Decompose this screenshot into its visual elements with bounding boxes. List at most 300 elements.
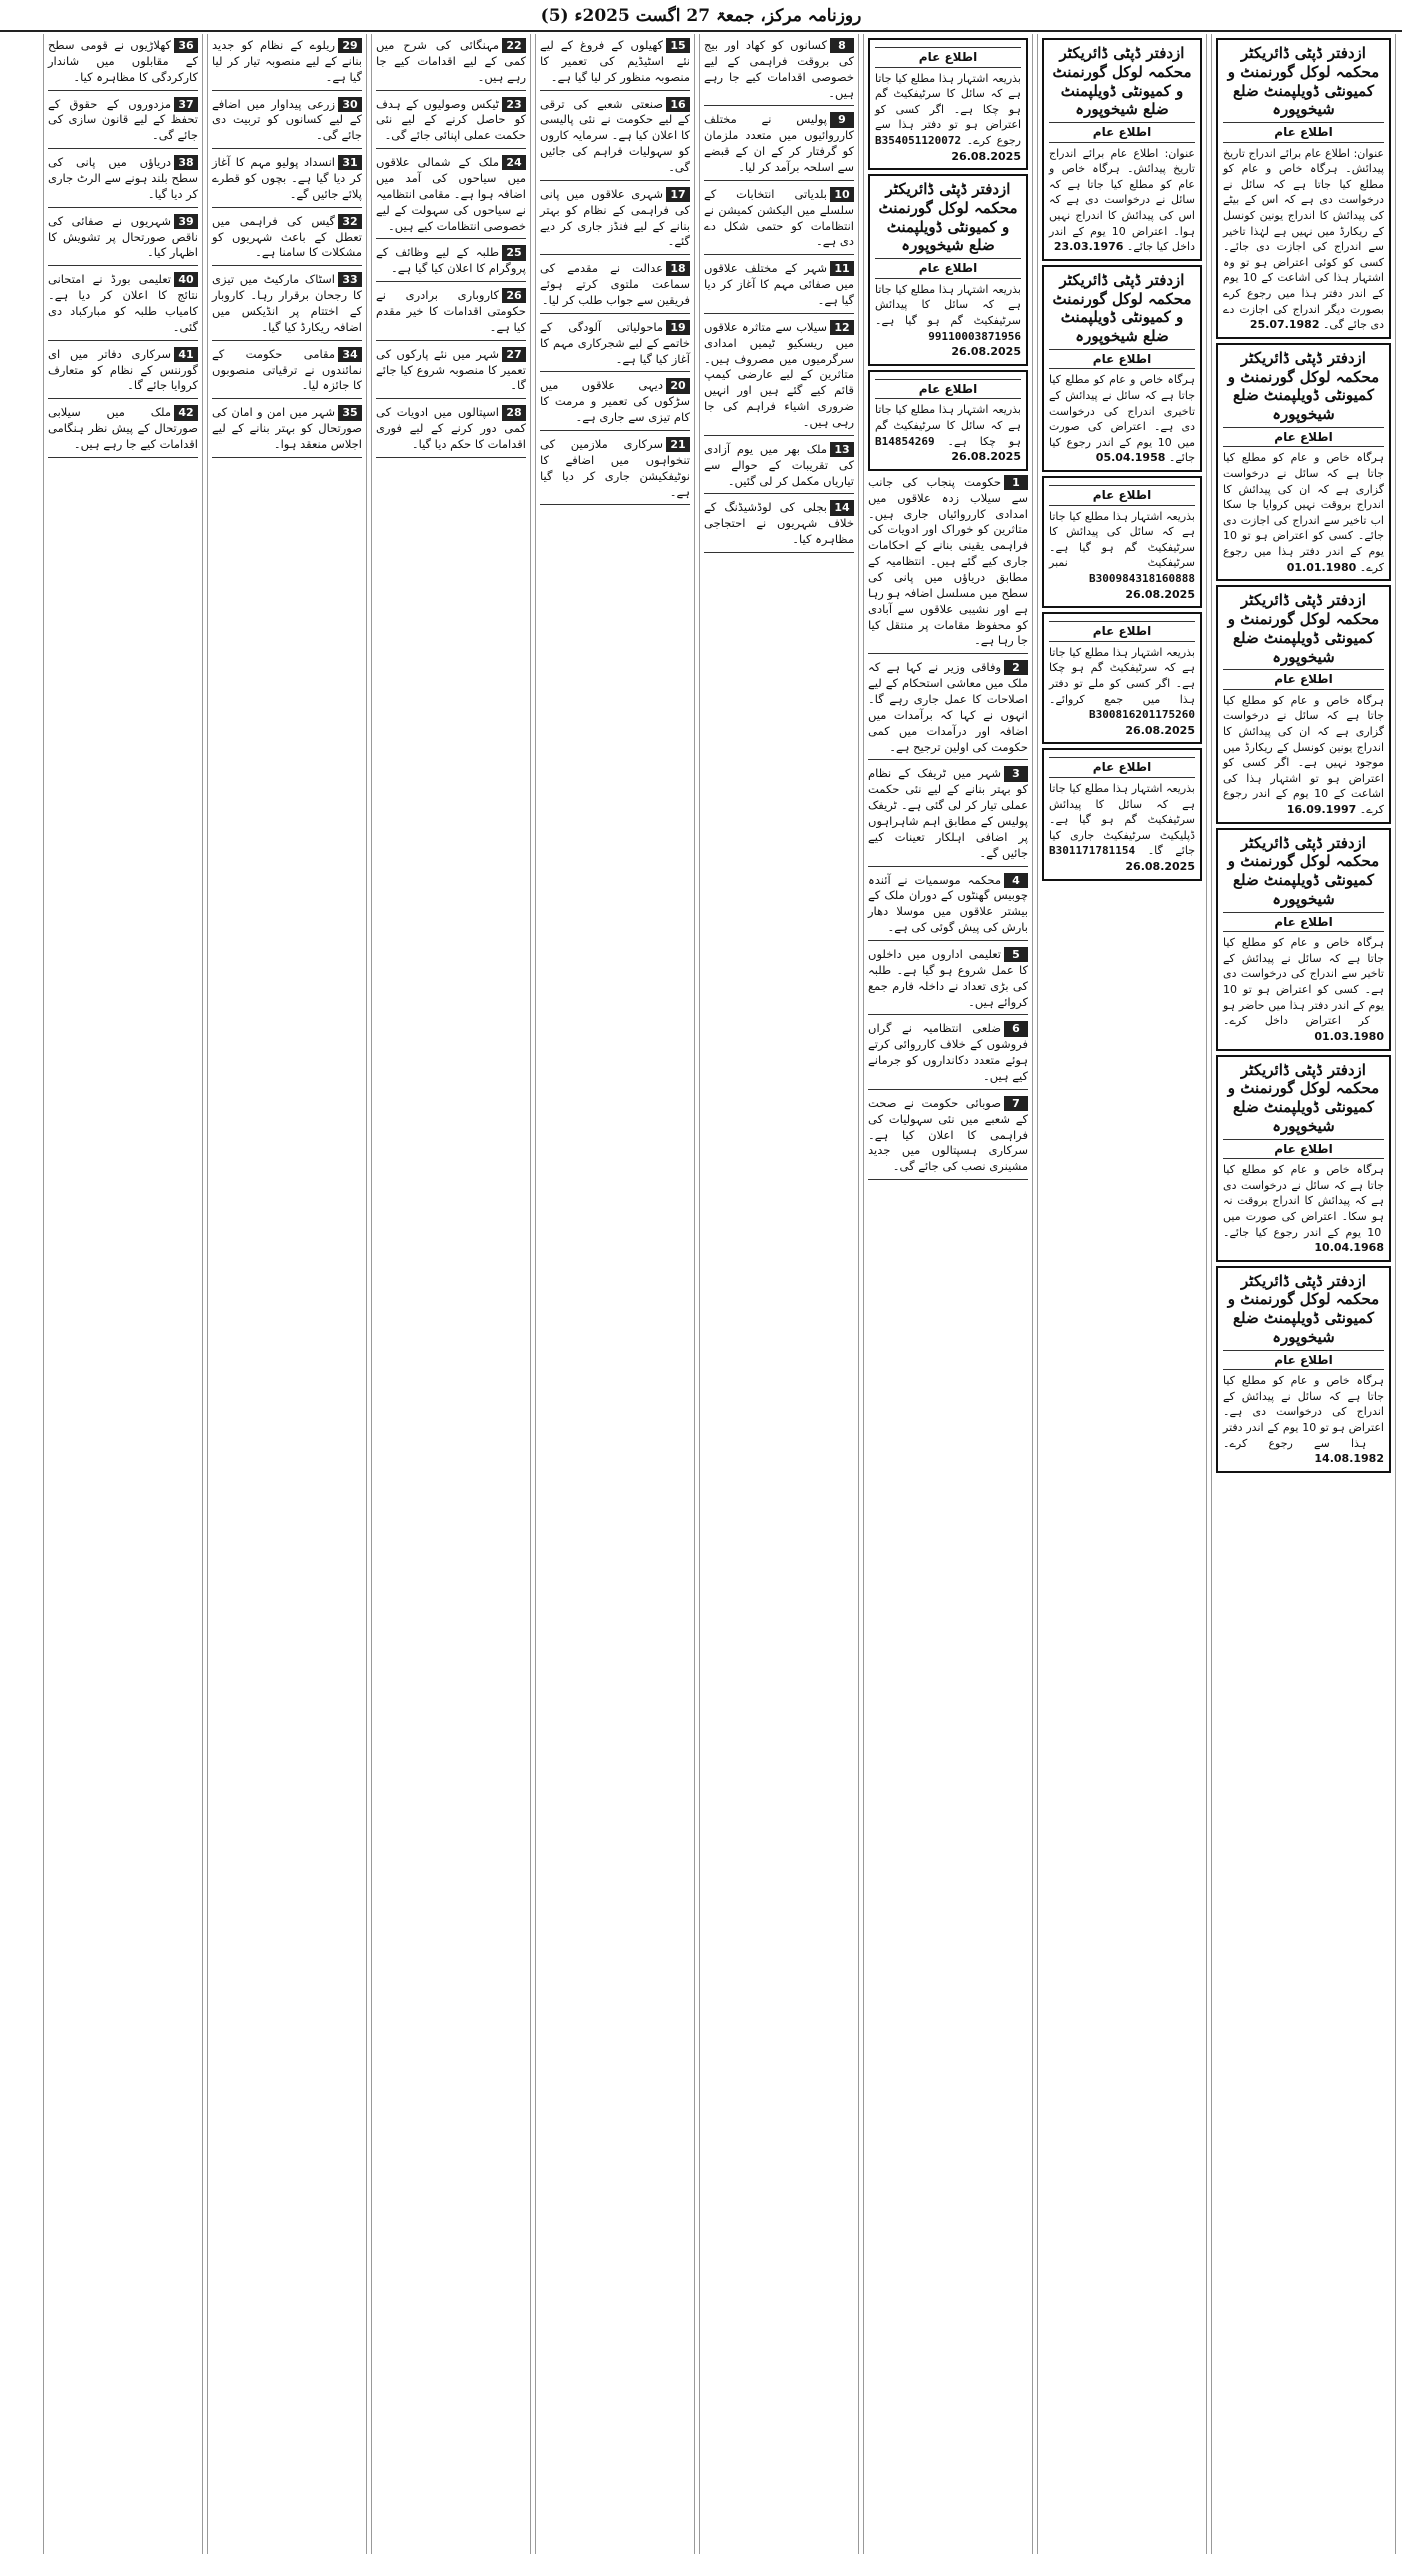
news-item-text: مقامی حکومت کے نمائندوں نے ترقیاتی منصوبوں کا جائزہ لیا۔ [212, 346, 362, 393]
news-item-number: 24 [502, 155, 526, 170]
news-item-text: ریلوے کے نظام کو جدید بنانے کے لیے منصوبہ تیار کر لیا گیا ہے۔ [212, 38, 362, 84]
news-item-text: ماحولیاتی آلودگی کے خاتمے کے لیے شجرکاری مہم کا آغاز کیا گیا ہے۔ [540, 319, 690, 366]
newspaper-columns [6, 34, 1396, 2554]
notice-date: 26.08.2025 [1125, 587, 1195, 601]
news-paragraph [212, 155, 362, 203]
notice-subtitle: اطلاع عام [1223, 1350, 1384, 1371]
news-divider [704, 552, 854, 553]
news-item-text: کھیلوں کے فروغ کے لیے نئے اسٹیڈیم کی تعمیر کا منصوبہ منظور کر لیا گیا ہے۔ [540, 38, 690, 84]
notice-subtitle: اطلاع عام [1049, 349, 1195, 370]
notice-text: ہرگاہ خاص و عام کو مطلع کیا جاتا ہے کہ سائل نے درخواست دی ہے کہ پیدائش کا اندراج بروقت نہ ہو سکا۔ اعتراض کی صورت میں 10 یوم کے اندر رجوع کیا جائے۔ [1223, 1163, 1384, 1239]
news-paragraph [376, 347, 526, 395]
news-item-text: دریاؤں میں پانی کی سطح بلند ہونے سے الرٹ جاری کر دیا گیا۔ [48, 155, 198, 201]
news-paragraph [48, 38, 198, 86]
notice-subtitle: اطلاع عام [875, 379, 1021, 400]
certificate-number: B300816201175260 [1089, 708, 1195, 722]
news-item-text: ملک میں سیلابی صورتحال کے پیش نظر ہنگامی اقدامات کیے جا رہے ہیں۔ [48, 405, 198, 452]
news-paragraph [212, 272, 362, 335]
news-item-text: صنعتی شعبے کی ترقی کے لیے حکومت نے نئی پالیسی کا اعلان کیا ہے۔ سرمایہ کاروں کو سہولیات فراہم کی جائیں گی۔ [540, 96, 690, 175]
news-item-number: 3 [1004, 766, 1028, 781]
news-item-text: بلدیاتی انتخابات کے سلسلے میں الیکشن کمیشن نے انتظامات کو حتمی شکل دے دی ہے۔ [704, 186, 854, 249]
news-item-text: زرعی پیداوار میں اضافے کے لیے کسانوں کو تربیت دی جائے گی۔ [212, 96, 362, 143]
news-item-text: عدالت نے مقدمے کی سماعت ملتوی کرتے ہوئے فریقین سے جواب طلب کر لیا۔ [540, 261, 690, 308]
notice-subtitle: اطلاع عام [1049, 621, 1195, 642]
notice-body [1049, 146, 1195, 255]
news-divider [48, 265, 198, 266]
news-item [868, 873, 1028, 941]
news-divider [376, 340, 526, 341]
news-item [868, 947, 1028, 1015]
news-item-number: 6 [1004, 1021, 1028, 1036]
news-item [212, 405, 362, 458]
news-item-number: 1 [1004, 475, 1028, 490]
news-item-text: سرکاری دفاتر میں ای گورننس کے نظام کو متعارف کروایا جائے گا۔ [48, 346, 198, 393]
news-item [376, 38, 526, 91]
news-paragraph [48, 214, 198, 262]
notice-date: 26.08.2025 [951, 450, 1021, 464]
news-divider [540, 180, 690, 181]
news-divider [376, 148, 526, 149]
news-paragraph [868, 947, 1028, 1010]
news-paragraph [868, 475, 1028, 649]
news-item-text: کاروباری برادری نے حکومتی اقدامات کا خیر مقدم کیا ہے۔ [376, 288, 526, 334]
news-item-text: تعلیمی بورڈ نے امتحانی نتائج کا اعلان کر دیا ہے۔ کامیاب طلبہ کو مبارکباد دی گئی۔ [48, 272, 198, 334]
news-paragraph [540, 320, 690, 368]
notice-body [1223, 146, 1384, 333]
news-item-number: 33 [338, 272, 362, 287]
news-divider [540, 430, 690, 431]
news-item-number: 22 [502, 38, 526, 53]
column-news-4 [207, 34, 367, 2554]
column-news-3 [371, 34, 531, 2554]
notice-date: 26.08.2025 [1125, 723, 1195, 737]
news-item-text: وفاقی وزیر نے کہا ہے کہ ملک میں معاشی استحکام کے لیے اصلاحات کا عمل جاری رہے گا۔ انہوں نے کہا کہ برآمدات میں اضافہ اور درآمدات میں کمی حکومت کی اولین ترجیح ہے۔ [868, 660, 1028, 754]
notice-box [1216, 1266, 1391, 1473]
news-item [212, 97, 362, 150]
news-item-text: شہریوں نے صفائی کی ناقص صورتحال پر تشویش کا اظہار کیا۔ [48, 213, 198, 260]
news-item-text: انسداد پولیو مہم کا آغاز کر دیا گیا ہے۔ بچوں کو قطرے پلائے جائیں گے۔ [212, 155, 362, 201]
notice-title: ازدفتر ڈپٹی ڈائریکٹر محکمہ لوکل گورنمنٹ و کمیونٹی ڈویلپمنٹ ضلع شیخوپورہ [878, 180, 1018, 255]
news-divider [704, 313, 854, 314]
news-item-text: کھلاڑیوں نے قومی سطح کے مقابلوں میں شاندار کارکردگی کا مظاہرہ کیا۔ [48, 38, 198, 84]
news-divider [540, 504, 690, 505]
news-divider [540, 371, 690, 372]
news-paragraph [704, 442, 854, 490]
notice-subtitle: اطلاع عام [875, 47, 1021, 68]
news-item [48, 214, 198, 267]
news-item [48, 272, 198, 340]
news-item-number: 40 [174, 272, 198, 287]
news-paragraph [376, 288, 526, 336]
news-paragraph [212, 214, 362, 262]
notice-box [1216, 1055, 1391, 1262]
news-item-text: کسانوں کو کھاد اور بیج کی بروقت فراہمی کے لیے خصوصی اقدامات کیے جا رہے ہیں۔ [704, 38, 854, 100]
news-item-text: ضلعی انتظامیہ نے گراں فروشوں کے خلاف کارروائی کرتے ہوئے متعدد دکانداروں کو جرمانے کیے ہیں۔ [868, 1021, 1028, 1083]
news-item [48, 38, 198, 91]
notice-subtitle: اطلاع عام [1223, 122, 1384, 143]
news-item [212, 155, 362, 208]
notice-body [1223, 1162, 1384, 1256]
news-divider [704, 180, 854, 181]
news-paragraph [868, 1096, 1028, 1175]
notice-body [1049, 509, 1195, 603]
news-item [868, 766, 1028, 866]
news-divider [212, 340, 362, 341]
news-item [540, 187, 690, 255]
news-item-text: صوبائی حکومت نے صحت کے شعبے میں نئی سہولیات کی فراہمی کا اعلان کیا ہے۔ سرکاری ہسپتالوں میں جدید مشینری نصب کی جائے گی۔ [868, 1095, 1028, 1174]
news-divider [212, 90, 362, 91]
news-divider [868, 1014, 1028, 1015]
notice-body [1223, 693, 1384, 818]
certificate-number: B354051120072 [875, 133, 962, 147]
news-paragraph [48, 405, 198, 453]
news-paragraph [48, 347, 198, 395]
news-item-number: 30 [338, 97, 362, 112]
news-item [704, 187, 854, 255]
news-divider [212, 457, 362, 458]
news-divider [868, 866, 1028, 867]
notice-text: عنوان: اطلاع عام برائے اندراج تاریخ پیدائش۔ ہرگاہ خاص و عام کو مطلع کیا جاتا ہے کہ سائل نے درخواست دی ہے کہ اس کی پیدائش کا اندراج نہیں ہوا۔ اعتراض 10 یوم کے اندر داخل کیا جائے۔ [1049, 146, 1195, 254]
news-item-text: محکمہ موسمیات نے آئندہ چوبیس گھنٹوں کے دوران ملک کے بیشتر علاقوں میں موسلا دھار بارش کی پیش گوئی کی ہے۔ [868, 872, 1028, 935]
news-item [376, 97, 526, 150]
news-paragraph [540, 378, 690, 426]
news-item [212, 347, 362, 400]
news-paragraph [540, 97, 690, 176]
notice-date: 16.09.1997 [1286, 803, 1357, 817]
news-item [868, 1021, 1028, 1089]
news-item-number: 26 [502, 288, 526, 303]
notice-body [1223, 1373, 1384, 1467]
notice-text: بذریعہ اشتہار ہذا مطلع کیا جاتا ہے کہ سائل کا سرٹیفکیٹ گم ہو چکا ہے۔ اگر کسی کو اعتراض ہو تو دفتر ہذا سے رجوع کرے۔ [875, 71, 1021, 147]
news-divider [376, 281, 526, 282]
news-item [212, 38, 362, 91]
news-divider [704, 493, 854, 494]
news-paragraph [212, 38, 362, 86]
news-item [704, 320, 854, 436]
column-news-2 [535, 34, 695, 2554]
news-item-number: 18 [666, 261, 690, 276]
news-paragraph [212, 97, 362, 145]
notice-body [1049, 645, 1195, 739]
notice-date: 23.03.1976 [1053, 240, 1124, 254]
notice-text: ہرگاہ خاص و عام کو مطلع کیا جاتا ہے کہ سائل نے درخواست گزاری ہے کہ ان کی پیدائش کا اندراج بروقت نہیں کروایا جا سکا اب تاخیر سے اندراج کی اجازت دی جائے۔ کسی کو اعتراض ہو تو 10 یوم کے اندر دفتر ہذا میں رجوع کرے۔ [1223, 451, 1384, 574]
news-item-number: 28 [502, 405, 526, 420]
news-item-text: سرکاری ملازمین کی تنخواہوں میں اضافے کا نوٹیفکیشن جاری کر دیا گیا ہے۔ [540, 437, 690, 499]
news-divider [540, 90, 690, 91]
news-item [540, 378, 690, 431]
news-item-text: شہر میں امن و امان کی صورتحال کو بہتر بنانے کے لیے اجلاس منعقد ہوا۔ [212, 405, 362, 452]
news-paragraph [376, 38, 526, 86]
column-news-5 [43, 34, 203, 2554]
news-paragraph [704, 261, 854, 309]
notice-date: 25.07.1982 [1249, 318, 1320, 332]
news-item-number: 5 [1004, 947, 1028, 962]
news-divider [48, 90, 198, 91]
news-item [540, 97, 690, 181]
news-item [48, 97, 198, 150]
news-paragraph [376, 405, 526, 453]
notice-box [1042, 265, 1202, 472]
news-item-number: 35 [338, 405, 362, 420]
news-divider [704, 254, 854, 255]
news-item-text: شہر میں ٹریفک کے نظام کو بہتر بنانے کے لیے نئی حکمت عملی تیار کر لی گئی ہے۔ ٹریفک پولیس کے مطابق اہم شاہراہوں پر اضافی اہلکار تعینات کیے جائیں گے۔ [868, 766, 1028, 860]
notice-box [1042, 748, 1202, 880]
news-paragraph [868, 1021, 1028, 1084]
news-paragraph [212, 405, 362, 453]
notice-text: بذریعہ اشتہار ہذا مطلع کیا جاتا ہے کہ سائل کا پیدائش سرٹیفکیٹ گم ہو گیا ہے۔ [875, 282, 1021, 327]
news-item-text: حکومت پنجاب کی جانب سے سیلاب زدہ علاقوں میں امدادی کارروائیاں جاری ہیں۔ متاثرین کو خوراک اور ادویات کی فراہمی یقینی بنانے کے احکامات جاری کیے گئے ہیں۔ انتظامیہ کے مطابق دریاؤں میں پانی کی سطح میں مسلسل اضافہ ہو رہا ہے اور نشیبی علاقوں سے آبادی کو محفوظ مقامات پر منتقل کیا جا رہا ہے۔ [868, 474, 1028, 648]
column-notices-3 [863, 34, 1033, 2554]
news-divider [868, 653, 1028, 654]
news-divider [376, 457, 526, 458]
column-news-1 [699, 34, 859, 2554]
notice-body [875, 282, 1021, 360]
notice-body [875, 71, 1021, 165]
news-item [704, 38, 854, 106]
news-divider [48, 148, 198, 149]
notice-box [1216, 343, 1391, 581]
certificate-number: 99110003871956 [928, 329, 1021, 343]
news-item-text: سیلاب سے متاثرہ علاقوں میں ریسکیو ٹیمیں امدادی سرگرمیوں میں مصروف ہیں۔ متاثرین کے لیے عارضی کیمپ قائم کیے گئے ہیں اور انہیں ضروری اشیاء فراہم کی جا رہی ہیں۔ [704, 319, 854, 430]
news-item-number: 12 [830, 320, 854, 335]
notice-text: بذریعہ اشتہار ہذا مطلع کیا جاتا ہے کہ سائل کی پیدائش کا سرٹیفکیٹ گم ہو گیا ہے۔ سرٹیفکیٹ نمبر [1049, 509, 1195, 570]
news-divider [48, 398, 198, 399]
news-paragraph [540, 187, 690, 250]
notice-text: بذریعہ اشتہار ہذا مطلع کیا جاتا ہے کہ سرٹیفکیٹ گم ہو چکا ہے۔ اگر کسی کو ملے تو دفتر ہذا میں جمع کروائے۔ [1049, 645, 1195, 706]
news-divider [212, 265, 362, 266]
news-item-text: مہنگائی کی شرح میں کمی کے لیے اقدامات کیے جا رہے ہیں۔ [376, 38, 526, 84]
news-paragraph [704, 187, 854, 250]
news-paragraph [48, 97, 198, 145]
news-paragraph [376, 245, 526, 277]
column-notices-2 [1037, 34, 1207, 2554]
news-item-number: 17 [666, 187, 690, 202]
certificate-number: B14854269 [875, 434, 935, 448]
news-item-number: 29 [338, 38, 362, 53]
news-paragraph [540, 437, 690, 500]
news-item [376, 245, 526, 282]
notice-subtitle: اطلاع عام [1049, 485, 1195, 506]
notice-subtitle: اطلاع عام [1049, 757, 1195, 778]
notice-text: ہرگاہ خاص و عام کو مطلع کیا جاتا ہے کہ سائل نے پیدائش کے اندراج کی درخواست دی ہے۔ اعتراض ہو تو 10 یوم کے اندر دفتر ہذا سے رجوع کرے۔ [1223, 1374, 1384, 1450]
certificate-number: B301171781154 [1049, 844, 1136, 858]
notice-box [1042, 476, 1202, 608]
news-item-number: 41 [174, 347, 198, 362]
certificate-number: B300984318160888 [1089, 572, 1195, 585]
news-item-text: تعلیمی اداروں میں داخلوں کا عمل شروع ہو گیا ہے۔ طلبہ کی بڑی تعداد نے داخلہ فارم جمع کروائے ہیں۔ [868, 946, 1028, 1009]
column-notices-1 [1211, 34, 1396, 2554]
news-item [540, 261, 690, 314]
notice-subtitle: اطلاع عام [1223, 669, 1384, 690]
notice-text: ہرگاہ خاص و عام کو مطلع کیا جاتا ہے کہ سائل نے درخواست گزاری ہے کہ ان کی پیدائش کا اندراج یونین کونسل کے ریکارڈ میں موجود نہیں ہے۔ اگر کسی کو اعتراض ہو تو اشتہار ہذا کی اشاعت کے 10 یوم کے اندر رجوع کرے۔ [1223, 693, 1384, 817]
notice-body [875, 402, 1021, 464]
notice-box [1042, 612, 1202, 744]
news-item-number: 31 [338, 155, 362, 170]
news-item [212, 214, 362, 267]
news-item [376, 155, 526, 239]
news-item-text: گیس کی فراہمی میں تعطل کے باعث شہریوں کو مشکلات کا سامنا ہے۔ [212, 213, 362, 260]
news-divider [212, 207, 362, 208]
news-divider [376, 238, 526, 239]
notice-title: ازدفتر ڈپٹی ڈائریکٹر محکمہ لوکل گورنمنٹ و کمیونٹی ڈویلپمنٹ ضلع شیخوپورہ [1227, 833, 1380, 908]
news-item-number: 16 [666, 97, 690, 112]
news-divider [376, 398, 526, 399]
notice-text: بذریعہ اشتہار ہذا مطلع کیا جاتا ہے کہ سائل کا پیدائش سرٹیفکیٹ گم ہو گیا ہے۔ ڈپلیکیٹ سرٹیفکیٹ جاری کیا جائے گا۔ [1049, 781, 1195, 858]
news-paragraph [704, 500, 854, 548]
notice-subtitle: اطلاع عام [1223, 1139, 1384, 1160]
news-item-number: 13 [830, 442, 854, 457]
news-paragraph [212, 347, 362, 395]
news-item-number: 19 [666, 320, 690, 335]
news-item-text: شہر کے مختلف علاقوں میں صفائی مہم کا آغاز کر دیا گیا ہے۔ [704, 261, 854, 308]
news-paragraph [48, 272, 198, 335]
news-item-text: بجلی کی لوڈشیڈنگ کے خلاف شہریوں نے احتجاجی مظاہرہ کیا۔ [704, 500, 854, 547]
news-paragraph [376, 97, 526, 145]
notice-body [1223, 935, 1384, 1044]
notice-body [1049, 781, 1195, 875]
news-item-number: 39 [174, 214, 198, 229]
notice-body [1049, 372, 1195, 466]
notice-box [868, 370, 1028, 471]
news-item-number: 14 [830, 500, 854, 515]
notice-date: 14.08.1982 [1314, 1452, 1384, 1466]
news-item-text: شہری علاقوں میں پانی کی فراہمی کے نظام کو بہتر بنانے کے لیے فنڈز جاری کر دیے گئے۔ [540, 186, 690, 249]
news-item [868, 475, 1028, 654]
news-divider [48, 457, 198, 458]
notice-date: 01.03.1980 [1314, 1029, 1384, 1043]
news-divider [868, 1179, 1028, 1180]
news-item [48, 155, 198, 208]
notice-title: ازدفتر ڈپٹی ڈائریکٹر محکمہ لوکل گورنمنٹ و کمیونٹی ڈویلپمنٹ ضلع شیخوپورہ [1227, 348, 1380, 424]
news-item-number: 20 [666, 378, 690, 393]
news-item-text: دیہی علاقوں میں سڑکوں کی تعمیر و مرمت کا کام تیزی سے جاری ہے۔ [540, 378, 690, 425]
notice-text: عنوان: اطلاع عام برائے اندراج تاریخ پیدائش۔ ہرگاہ خاص و عام کو مطلع کیا جاتا ہے کہ سائل نے درخواست دی ہے کہ اس کے بیٹے کی پیدائش کا اندراج یونین کونسل کے ریکارڈ میں نہیں ہے لہٰذا تاخیر سے اندراج کی اجازت دی جائے۔ کسی کو کوئی اعتراض ہو تو وہ اشتہار ہذا کی اشاعت کے 10 یوم کے اندر دفتر ہذا میں رجوع کرے بصورت دیگر اندراج کی اجازت دے دی جائے گی۔ [1223, 146, 1384, 332]
news-paragraph [48, 155, 198, 203]
news-divider [212, 148, 362, 149]
news-item [868, 660, 1028, 760]
news-item-text: مزدوروں کے حقوق کے تحفظ کے لیے قانون سازی کی جائے گی۔ [48, 96, 198, 143]
news-item [704, 442, 854, 495]
news-item-number: 23 [502, 97, 526, 112]
notice-text: ہرگاہ خاص و عام کو مطلع کیا جاتا ہے کہ سائل نے پیدائش کے تاخیر سے اندراج کی درخواست دی ہے۔ کسی کو اعتراض ہو تو 10 یوم کے اندر دفتر ہذا میں حاضر ہو کر اعتراض داخل کرے۔ [1223, 936, 1384, 1028]
news-item-number: 38 [174, 155, 198, 170]
news-paragraph [868, 660, 1028, 755]
news-item [540, 437, 690, 505]
news-item-text: طلبہ کے لیے وظائف کے پروگرام کا اعلان کیا گیا ہے۔ [376, 245, 526, 276]
news-item-text: شہر میں نئے پارکوں کی تعمیر کا منصوبہ شروع کیا جائے گا۔ [376, 346, 526, 393]
news-divider [704, 105, 854, 106]
notice-title: ازدفتر ڈپٹی ڈائریکٹر محکمہ لوکل گورنمنٹ و کمیونٹی ڈویلپمنٹ ضلع شیخوپورہ [1052, 44, 1192, 119]
news-divider [376, 90, 526, 91]
news-item-number: 27 [502, 347, 526, 362]
notice-date: 10.04.1968 [1314, 1241, 1384, 1255]
news-item-text: ملک بھر میں یوم آزادی کی تقریبات کے حوالے سے تیاریاں مکمل کر لی گئیں۔ [704, 441, 854, 488]
notice-text: بذریعہ اشتہار ہذا مطلع کیا جاتا ہے کہ سائل کا سرٹیفکیٹ گم ہو چکا ہے۔ [875, 403, 1021, 448]
notice-box [868, 174, 1028, 366]
news-divider [540, 313, 690, 314]
newspaper-dateline: روزنامہ مرکز، جمعۃ 27 اگست 2025ء (5) [540, 5, 862, 26]
notice-date: 05.04.1958 [1095, 451, 1166, 465]
news-item-number: 15 [666, 38, 690, 53]
news-paragraph [376, 155, 526, 234]
news-paragraph [704, 38, 854, 101]
notice-title: ازدفتر ڈپٹی ڈائریکٹر محکمہ لوکل گورنمنٹ و کمیونٹی ڈویلپمنٹ ضلع شیخوپورہ [1227, 591, 1380, 666]
news-divider [868, 940, 1028, 941]
news-item-number: 37 [174, 97, 198, 112]
notice-body [1223, 450, 1384, 575]
notice-box [1216, 38, 1391, 339]
news-item-number: 25 [502, 245, 526, 260]
news-item-number: 2 [1004, 660, 1028, 675]
news-item-number: 7 [1004, 1096, 1028, 1111]
news-item [376, 288, 526, 341]
notice-title: ازدفتر ڈپٹی ڈائریکٹر محکمہ لوکل گورنمنٹ و کمیونٹی ڈویلپمنٹ ضلع شیخوپورہ [1227, 44, 1380, 119]
news-item [868, 1096, 1028, 1180]
news-item-text: اسپتالوں میں ادویات کی کمی دور کرنے کے لیے فوری اقدامات کا حکم دیا گیا۔ [376, 405, 526, 452]
notice-subtitle: اطلاع عام [1223, 912, 1384, 933]
news-item [212, 272, 362, 340]
news-paragraph [868, 766, 1028, 861]
news-item [704, 500, 854, 553]
news-item [376, 347, 526, 400]
news-paragraph [540, 261, 690, 309]
news-item-number: 11 [830, 261, 854, 276]
notice-subtitle: اطلاع عام [875, 258, 1021, 279]
notice-box [1216, 585, 1391, 823]
news-item [540, 38, 690, 91]
news-item [376, 405, 526, 458]
notice-date: 26.08.2025 [1125, 860, 1195, 874]
news-item-text: ملک کے شمالی علاقوں میں سیاحوں کی آمد میں اضافہ ہوا ہے۔ مقامی انتظامیہ نے سیاحوں کی سہولت کے لیے خصوصی انتظامات کیے ہیں۔ [376, 155, 526, 233]
news-divider [48, 207, 198, 208]
notice-date: 26.08.2025 [951, 149, 1021, 163]
notice-title: ازدفتر ڈپٹی ڈائریکٹر محکمہ لوکل گورنمنٹ و کمیونٹی ڈویلپمنٹ ضلع شیخوپورہ [1227, 1271, 1380, 1346]
page-header [0, 0, 1402, 32]
news-divider [704, 435, 854, 436]
news-item-text: پولیس نے مختلف کارروائیوں میں متعدد ملزمان کو گرفتار کر کے ان کے قبضے سے اسلحہ برآمد کر لیا۔ [704, 112, 854, 175]
news-item-number: 4 [1004, 873, 1028, 888]
news-divider [540, 254, 690, 255]
news-divider [868, 759, 1028, 760]
notice-title: ازدفتر ڈپٹی ڈائریکٹر محکمہ لوکل گورنمنٹ و کمیونٹی ڈویلپمنٹ ضلع شیخوپورہ [1227, 1060, 1380, 1135]
notice-subtitle: اطلاع عام [1049, 122, 1195, 143]
news-item-text: اسٹاک مارکیٹ میں تیزی کا رجحان برقرار رہا۔ کاروبار کے اختتام پر انڈیکس میں اضافہ ریکارڈ کیا گیا۔ [212, 272, 362, 334]
news-paragraph [704, 320, 854, 431]
notice-text: ہرگاہ خاص و عام کو مطلع کیا جاتا ہے کہ سائل نے پیدائش کے تاخیری اندراج کی درخواست دی ہے۔ اعتراض کی صورت میں 10 یوم کے اندر رجوع کیا جائے۔ [1049, 373, 1195, 465]
news-item-number: 10 [830, 187, 854, 202]
news-divider [212, 398, 362, 399]
news-item-number: 42 [174, 405, 198, 420]
notice-date: 01.01.1980 [1286, 560, 1357, 574]
news-item [48, 405, 198, 458]
notice-subtitle: اطلاع عام [1223, 427, 1384, 448]
notice-box [868, 38, 1028, 170]
news-paragraph [868, 873, 1028, 936]
notice-box [1216, 828, 1391, 1051]
news-paragraph [540, 38, 690, 86]
news-item-number: 32 [338, 214, 362, 229]
news-item-number: 9 [830, 112, 854, 127]
news-item-number: 36 [174, 38, 198, 53]
notice-date: 26.08.2025 [951, 345, 1021, 359]
notice-title: ازدفتر ڈپٹی ڈائریکٹر محکمہ لوکل گورنمنٹ و کمیونٹی ڈویلپمنٹ ضلع شیخوپورہ [1052, 270, 1192, 346]
news-item-text: ٹیکس وصولیوں کے ہدف کو حاصل کرنے کے لیے نئی حکمت عملی اپنائی جائے گی۔ [376, 96, 526, 143]
news-item [48, 347, 198, 400]
news-divider [868, 1089, 1028, 1090]
news-item [540, 320, 690, 373]
news-divider [48, 340, 198, 341]
news-item-number: 21 [666, 437, 690, 452]
